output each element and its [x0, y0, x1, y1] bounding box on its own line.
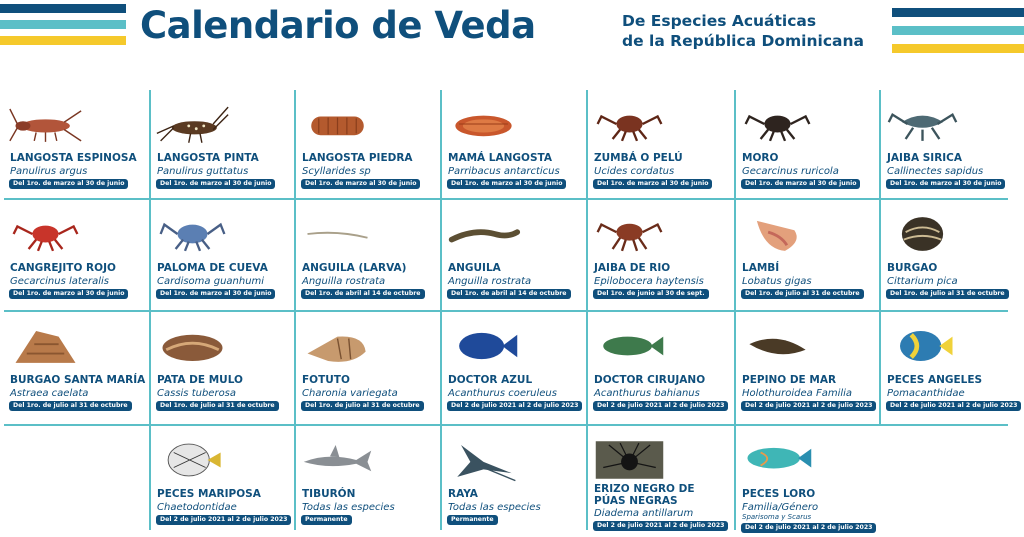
species-card: [879, 200, 1008, 312]
closed-season-badge: Del 2 de julio 2021 al 2 de julio 2023: [741, 523, 876, 533]
closed-season-badge: Permanente: [301, 515, 352, 525]
species-common-name: LANGOSTA ESPINOSA: [10, 152, 137, 164]
species-card: [879, 312, 1018, 426]
empty-cell: [879, 426, 1008, 530]
species-card: [4, 200, 149, 312]
species-common-name: ANGUILA: [448, 262, 501, 274]
species-scientific-name: Cardisoma guanhumi: [157, 276, 265, 287]
species-scientific-name: Pomacanthidae: [887, 388, 965, 399]
species-scientific-name: Parribacus antarcticus: [448, 166, 560, 177]
species-card: [294, 426, 440, 530]
slipper-lobster-icon: [300, 102, 375, 146]
species-scientific-name: Astraea caelata: [10, 388, 89, 399]
surgeonfish-icon: [592, 324, 667, 368]
species-common-name: FOTUTO: [302, 374, 350, 386]
mother-lobster-icon: [446, 102, 521, 146]
header-stripe-teal-left: [0, 20, 126, 29]
closed-season-badge: Del 1ro. de junio al 30 de sept.: [593, 289, 709, 299]
species-common-name: PECES MARIPOSA: [157, 488, 261, 500]
species-scientific-name: Acanthurus bahianus: [594, 388, 700, 399]
species-card: [879, 90, 1008, 200]
species-card: [294, 90, 440, 200]
helmet-shell-icon: [155, 324, 230, 368]
species-card: [734, 200, 879, 312]
species-common-name: MAMÁ LANGOSTA: [448, 152, 552, 164]
species-scientific-name: Familia/Género: [742, 502, 819, 513]
header-stripe-teal-right: [892, 26, 1024, 35]
closed-season-badge: Del 2 de julio 2021 al 2 de julio 2023: [593, 521, 728, 531]
sea-urchin-icon: [592, 438, 667, 482]
species-scientific-name: Gecarcinus ruricola: [742, 166, 839, 177]
species-common-name: ERIZO NEGRO DE PÚAS NEGRAS: [594, 483, 695, 507]
shark-icon: [300, 438, 375, 482]
species-common-name: PECES LORO: [742, 488, 816, 500]
species-card: [440, 312, 586, 426]
species-common-name: BURGAO: [887, 262, 938, 274]
species-scientific-name: Epilobocera haytensis: [594, 276, 704, 287]
closed-season-badge: Del 1ro. de marzo al 30 de junio: [156, 289, 275, 299]
species-card: [149, 200, 294, 312]
species-card: [440, 90, 586, 200]
eel-larva-icon: [300, 212, 375, 256]
triton-shell-icon: [300, 324, 375, 368]
closed-season-badge: Del 2 de julio 2021 al 2 de julio 2023: [156, 515, 291, 525]
species-common-name: PALOMA DE CUEVA: [157, 262, 268, 274]
species-scientific-name: Acanthurus coeruleus: [448, 388, 557, 399]
header-stripe-navy-left: [0, 4, 126, 13]
species-scientific-name: Callinectes sapidus: [887, 166, 984, 177]
empty-cell: [4, 426, 149, 530]
closed-season-badge: Del 2 de julio 2021 al 2 de julio 2023: [447, 401, 582, 411]
species-card: [734, 90, 879, 200]
species-common-name: ANGUILA (LARVA): [302, 262, 407, 274]
species-scientific-name: Anguilla rostrata: [302, 276, 386, 287]
species-common-name: ZUMBÁ O PELÚ: [594, 152, 683, 164]
species-card: [586, 312, 734, 426]
species-scientific-name: Scyllarides sp: [302, 166, 371, 177]
species-scientific-name: Panulirus guttatus: [157, 166, 249, 177]
species-scientific-name: Cassis tuberosa: [157, 388, 237, 399]
species-scientific-name: Charonia variegata: [302, 388, 398, 399]
red-crab-icon: [8, 212, 83, 256]
species-card: [586, 426, 734, 530]
species-scientific-name: Todas las especies: [448, 502, 541, 513]
species-scientific-name: Todas las especies: [302, 502, 395, 513]
species-card: [586, 90, 734, 200]
species-scientific-name: Chaetodontidae: [157, 502, 237, 513]
species-card: [440, 200, 586, 312]
species-card: [586, 200, 734, 312]
spotted-lobster-icon: [155, 102, 230, 146]
closed-season-badge: Del 2 de julio 2021 al 2 de julio 2023: [741, 401, 876, 411]
sea-cucumber-icon: [740, 324, 815, 368]
blue-crab-icon: [885, 102, 960, 146]
closed-season-badge: Del 2 de julio 2021 al 2 de julio 2023: [593, 401, 728, 411]
closed-season-badge: Del 1ro. de julio al 31 de octubre: [301, 401, 424, 411]
closed-season-badge: Del 1ro. de marzo al 30 de junio: [741, 179, 860, 189]
star-snail-icon: [8, 324, 83, 368]
species-scientific-name: Ucides cordatus: [594, 166, 675, 177]
species-card: [734, 426, 879, 530]
species-scientific-detail: Sparisoma y Scarus: [742, 513, 812, 521]
species-common-name: BURGAO SANTA MARÍA: [10, 374, 146, 386]
species-common-name: LAMBÍ: [742, 262, 780, 274]
species-scientific-name: Cittarium pica: [887, 276, 958, 287]
blue-tang-icon: [446, 324, 521, 368]
top-snail-icon: [885, 212, 960, 256]
species-common-name: PATA DE MULO: [157, 374, 243, 386]
species-scientific-name: Panulirus argus: [10, 166, 88, 177]
closed-season-badge: Del 1ro. de marzo al 30 de junio: [447, 179, 566, 189]
species-card: [149, 312, 294, 426]
species-common-name: LANGOSTA PINTA: [157, 152, 259, 164]
closed-season-badge: Del 1ro. de marzo al 30 de junio: [156, 179, 275, 189]
mangrove-crab-icon: [592, 102, 667, 146]
species-card: [149, 426, 294, 530]
closed-season-badge: Del 1ro. de marzo al 30 de junio: [593, 179, 712, 189]
species-common-name: RAYA: [448, 488, 478, 500]
species-card: [4, 312, 149, 426]
closed-season-badge: Del 1ro. de marzo al 30 de junio: [301, 179, 420, 189]
eel-icon: [446, 212, 521, 256]
species-scientific-name: Lobatus gigas: [742, 276, 812, 287]
species-common-name: JAIBA DE RIO: [594, 262, 671, 274]
species-card: [294, 312, 440, 426]
ray-icon: [446, 438, 521, 482]
species-common-name: JAIBA SIRICA: [887, 152, 963, 164]
spiny-lobster-icon: [8, 102, 83, 146]
closed-season-badge: Del 1ro. de marzo al 30 de junio: [9, 179, 128, 189]
blue-land-crab-icon: [155, 212, 230, 256]
species-card: [734, 312, 879, 426]
species-scientific-name: Diadema antillarum: [594, 508, 694, 519]
header-stripe-navy-right: [892, 8, 1024, 17]
species-common-name: DOCTOR CIRUJANO: [594, 374, 706, 386]
species-common-name: TIBURÓN: [302, 488, 356, 500]
closed-season-badge: Del 1ro. de marzo al 30 de junio: [9, 289, 128, 299]
black-land-crab-icon: [740, 102, 815, 146]
closed-season-badge: Del 1ro. de marzo al 30 de junio: [886, 179, 1005, 189]
species-calendar-grid: [4, 90, 1018, 531]
page-subtitle-line-1: De Especies Acuáticas: [622, 12, 817, 30]
river-crab-icon: [592, 212, 667, 256]
angelfish-icon: [885, 324, 960, 368]
closed-season-badge: Del 1ro. de abril al 14 de octubre: [447, 289, 571, 299]
species-common-name: PECES ANGELES: [887, 374, 983, 386]
species-scientific-name: Gecarcinus lateralis: [10, 276, 109, 287]
closed-season-badge: Permanente: [447, 515, 498, 525]
page-title: Calendario de Veda: [140, 4, 536, 47]
species-common-name: CANGREJITO ROJO: [10, 262, 116, 274]
species-common-name: PEPINO DE MAR: [742, 374, 837, 386]
butterflyfish-icon: [155, 438, 230, 482]
closed-season-badge: Del 1ro. de julio al 31 de octubre: [156, 401, 279, 411]
closed-season-badge: Del 1ro. de julio al 31 de octubre: [741, 289, 864, 299]
closed-season-badge: Del 1ro. de julio al 31 de octubre: [886, 289, 1009, 299]
species-card: [294, 200, 440, 312]
species-card: [4, 90, 149, 200]
species-scientific-name: Holothuroidea Familia: [742, 388, 853, 399]
parrotfish-icon: [740, 438, 815, 482]
conch-icon: [740, 212, 815, 256]
header-stripe-yellow-left: [0, 36, 126, 45]
header-stripe-yellow-right: [892, 44, 1024, 53]
species-scientific-name: Anguilla rostrata: [448, 276, 532, 287]
closed-season-badge: Del 2 de julio 2021 al 2 de julio 2023: [886, 401, 1021, 411]
page-subtitle-line-2: de la República Dominicana: [622, 32, 864, 50]
species-card: [149, 90, 294, 200]
closed-season-badge: Del 1ro. de abril al 14 de octubre: [301, 289, 425, 299]
species-card: [440, 426, 586, 530]
species-common-name: DOCTOR AZUL: [448, 374, 533, 386]
closed-season-badge: Del 1ro. de julio al 31 de octubre: [9, 401, 132, 411]
species-common-name: MORO: [742, 152, 779, 164]
species-common-name: LANGOSTA PIEDRA: [302, 152, 413, 164]
